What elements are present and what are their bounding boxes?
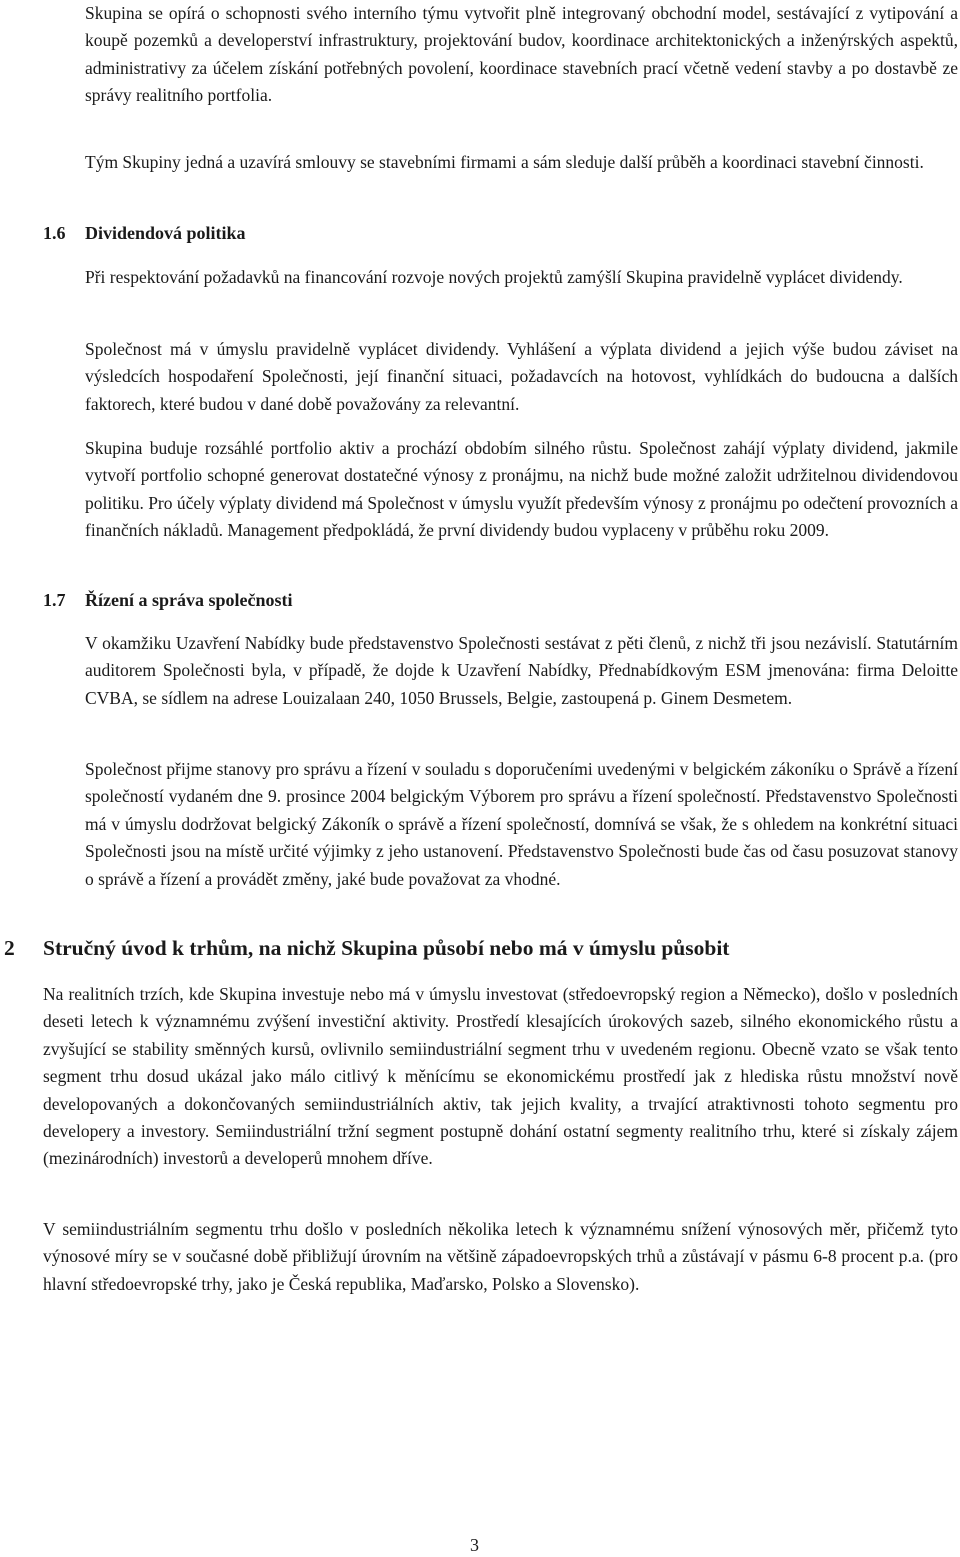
section-number-1-7: 1.7 [43, 590, 66, 610]
paragraph-market-overview: Na realitních trzích, kde Skupina investuje nebo má v úmyslu investovat (středoevropský region a Německo), došlo v posledních deseti letech k významnému zvýšení investiční aktivity. Prostředí klesajících úrokových sazeb, silného ekonomického růstu a zvyšující se stability směnných kursů, ovlivnilo semiindustriální segment trhu v uvedeném regionu. Obecně vzato se však tento segment trhu dosud ukázal jako málo citlivý k měnícímu se ekonomickému prostředí jak z hlediska růstu množství nově developovaných a dokončovaných semiindustriálních aktiv, tak jejich kvality, a trvající atraktivnosti tohoto segmentu pro developery a investory. Semiindustriální tržní segment postupně dohání ostatní segmenty realitního trhu, které si získaly zájem (mezinárodních) investorů a developerů mnohem dříve. [43, 984, 958, 1169]
paragraph-yield-compression: V semiindustriálním segmentu trhu došlo v posledních několika letech k významnému snížení výnosových měr, přičemž tyto výnosové míry se v současné době přibližují úrovním na většině západoevropských trhů a zůstávají v pásmu 6-8 procent p.a. (pro hlavní středoevropské trhy, jako je Česká republika, Maďarsko, Polsko a Slovensko). [43, 1219, 958, 1294]
page-number: 3 [470, 1535, 479, 1555]
paragraph-business-model: Skupina se opírá o schopnosti svého interního týmu vytvořit plně integrovaný obchodní model, sestávající z vytipování a koupě pozemků a developerství infrastruktury, projektování budov, koordinace architektonických a inženýrských aspektů, administrativy za účelem získání potřebných povolení, koordinace stavebních prací včetně vedení stavby a po dostavbě ze správy realitního portfolia. [85, 3, 958, 106]
section-number-1-6: 1.6 [43, 223, 66, 243]
paragraph-dividend-conditions: Společnost má v úmyslu pravidelně vyplácet dividendy. Vyhlášení a výplata dividend a jejich výše budou záviset na výsledcích hospodaření Společnosti, její finanční situaci, požadavcích na hotovost, vyhlídkách do budoucna a dalších faktorech, které budou v dané době považovány za relevantní. [85, 339, 958, 414]
paragraph-board-composition: V okamžiku Uzavření Nabídky bude představenstvo Společnosti sestávat z pěti členů, z nichž tři jsou nezávislí. Statutárním auditorem Společnosti byla, v případě, že dojde k Uzavření Nabídky, Přednabídkovým ESM jmenována: firma Deloitte CVBA, se sídlem na adrese Louizalaan 240, 1050 Brussels, Belgie, zastoupená p. Ginem Desmetem. [85, 633, 958, 708]
paragraph-portfolio-growth: Skupina buduje rozsáhlé portfolio aktiv a prochází obdobím silného růstu. Společnost zahájí výplaty dividend, jakmile vytvoří portfolio schopné generovat dostatečné výnosy z pronájmu, na nichž bude možné založit udržitelnou dividendovou politiku. Pro účely výplaty dividend má Společnost v úmyslu využít především výnosy z pronájmu po odečtení provozních a finančních nákladů. Management předpokládá, že první dividendy budou vyplaceny v průběhu roku 2009. [85, 438, 958, 541]
chapter-title-markets: Stručný úvod k trhům, na nichž Skupina působí nebo má v úmyslu působit [43, 936, 730, 960]
paragraph-dividend-intent: Při respektování požadavků na financování rozvoje nových projektů zamýšlí Skupina pravidelně vyplácet dividendy. [85, 267, 903, 287]
section-title-governance: Řízení a správa společnosti [85, 590, 293, 610]
paragraph-governance-charter: Společnost přijme stanovy pro správu a řízení v souladu s doporučeními uvedenými v belgickém zákoníku o Správě a řízení společností vydaném dne 9. prosince 2004 belgickým Výborem pro správu a řízení společností. Představenstvo Společnosti má v úmyslu dodržovat belgický Zákoník o správě a řízení společností, domnívá se však, že s ohledem na konkrétní situaci Společnosti jsou na místě určité výjimky z jeho ustanovení. Představenstvo Společnosti bude čas od času posuzovat stanovy o správě a řízení a provádět změny, jaké bude považovat za vhodné. [85, 759, 958, 889]
chapter-number-2: 2 [4, 936, 15, 960]
paragraph-construction-team: Tým Skupiny jedná a uzavírá smlouvy se stavebními firmami a sám sleduje další průběh a koordinaci stavební činnosti. [85, 152, 924, 172]
section-title-dividend-policy: Dividendová politika [85, 223, 246, 243]
